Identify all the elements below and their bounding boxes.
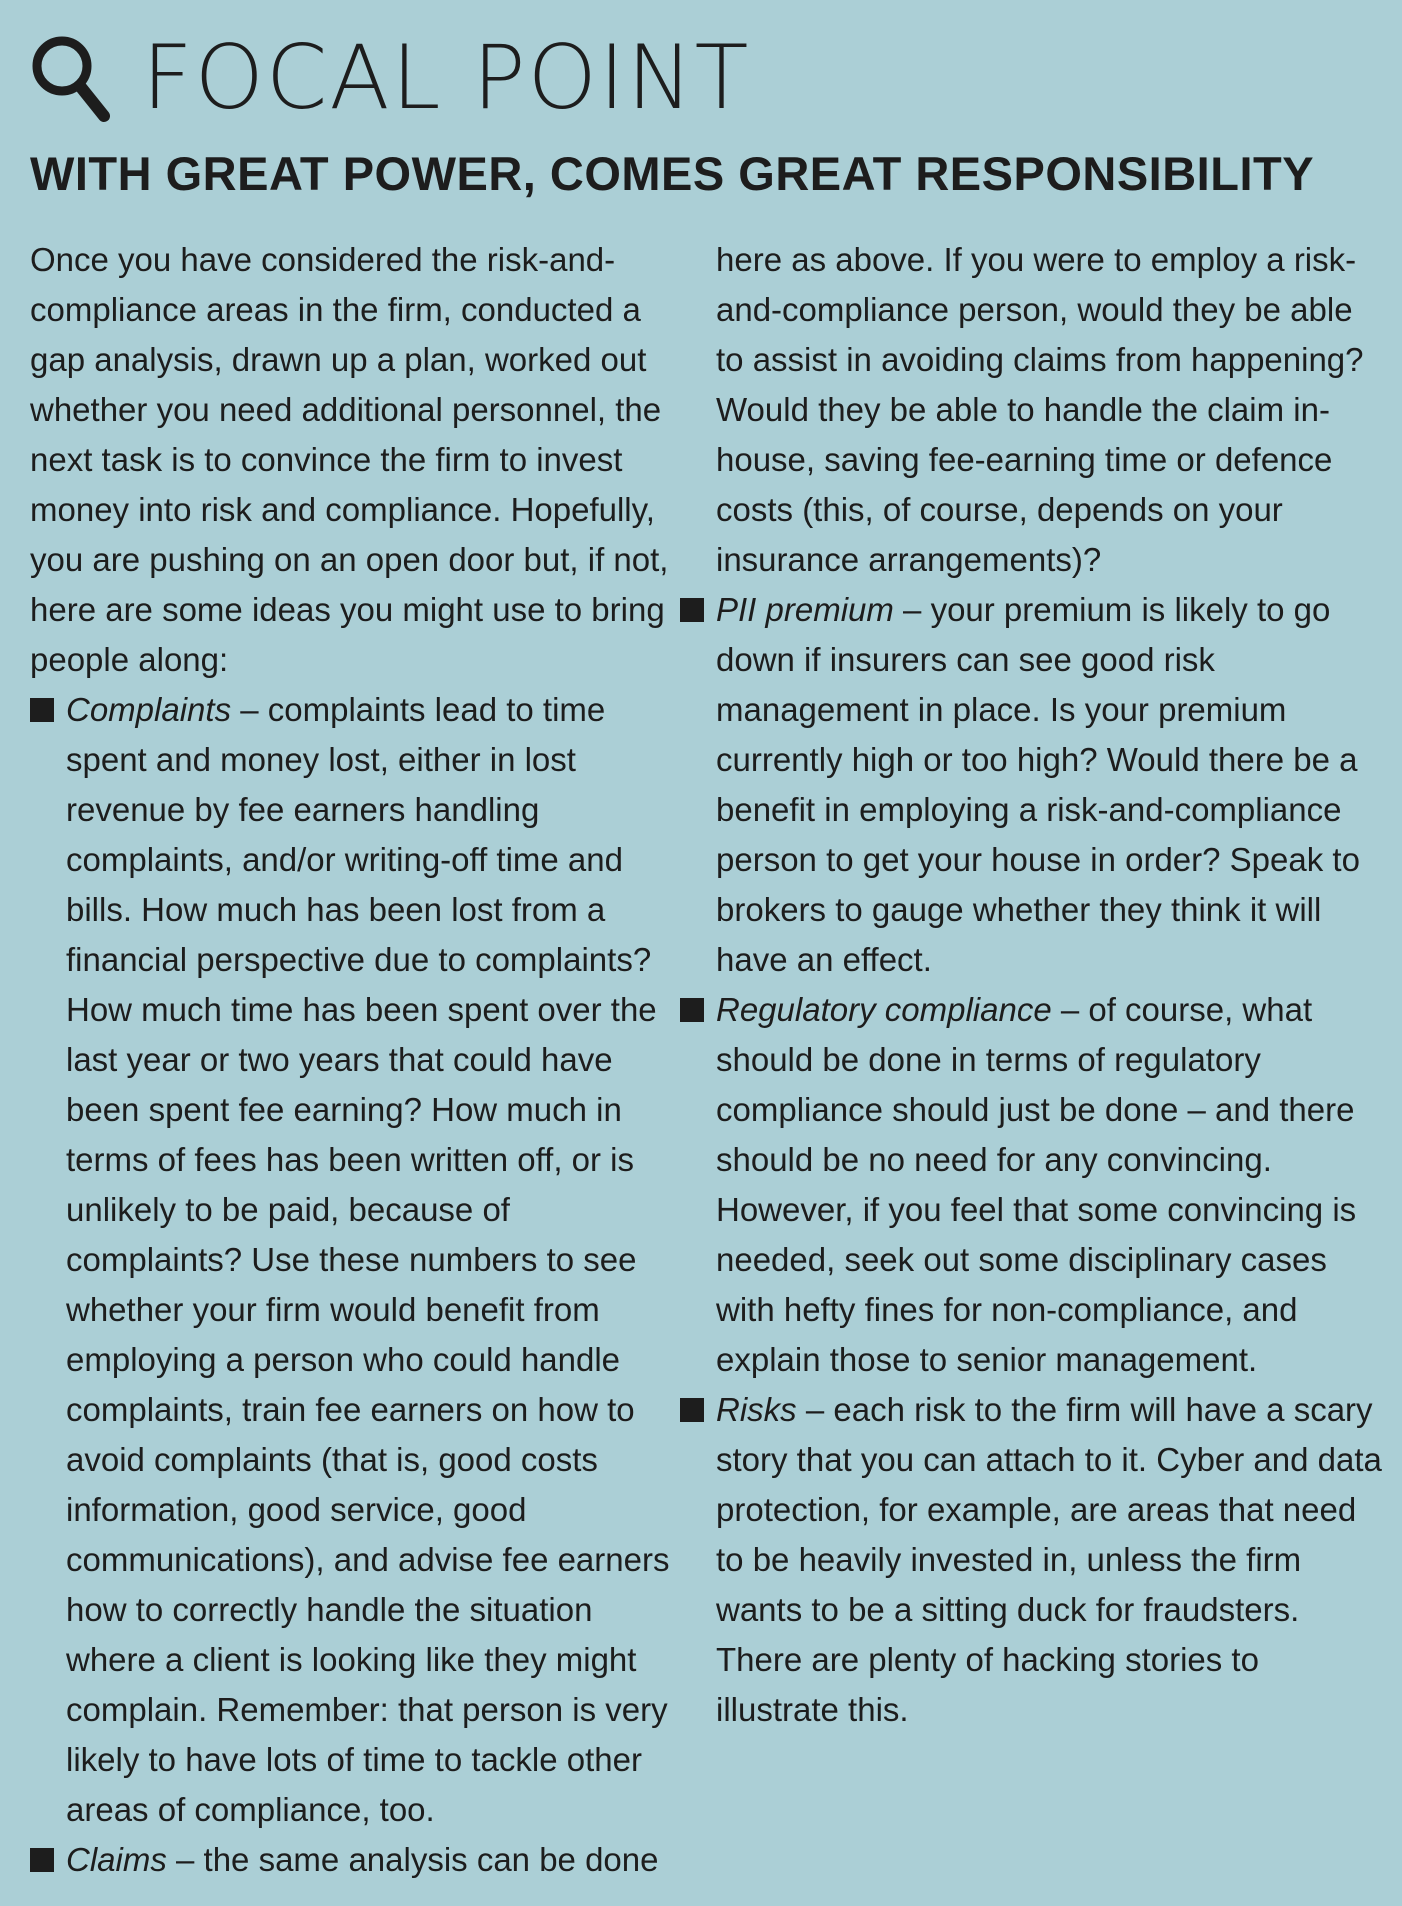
bullet-term: PII premium <box>716 591 894 628</box>
intro-paragraph <box>30 235 680 685</box>
continuation-text: here as above. If you were to employ a risk-and-compliance person, would they be able to assist in avoiding claims from happening? Would they be able to handle the claim in-house, saving fee-earning time or defence costs (this, of course, depends on your insurance arrangements)? <box>716 241 1364 578</box>
bullet-term: Regulatory compliance <box>716 991 1052 1028</box>
article-headline: WITH GREAT POWER, COMES GREAT RESPONSIBILITY <box>30 147 1315 200</box>
section-title: FOCAL POINT <box>142 26 751 129</box>
bullet-pii-premium <box>716 585 1386 985</box>
article-column-right <box>716 235 1386 1735</box>
claims-continuation <box>716 235 1386 585</box>
magnifying-glass-icon <box>30 32 110 124</box>
bullet-complaints <box>30 685 680 1835</box>
bullet-square-icon <box>30 698 54 722</box>
bullet-regulatory-compliance <box>716 985 1386 1385</box>
bullet-claims <box>30 1835 680 1885</box>
article-column-left <box>30 235 680 1885</box>
bullet-text: – of course, what should be done in terms of regulatory compliance should just be done – and there should be no need for any convincing. However, if you feel that some convincing is needed, seek out some disciplinary cases with hefty fines for non-compliance, and explain those to senior management. <box>716 991 1357 1378</box>
bullet-text: – complaints lead to time spent and money lost, either in lost revenue by fee earners handling complaints, and/or writing-off time and bills. How much has been lost from a financial perspective due to complaints? How much time has been spent over the last year or two years that could have been spent fee earning? How much in terms of fees has been written off, or is unlikely to be paid, because of complaints? Use these numbers to see whether your firm would benefit from employing a person who could handle complaints, train fee earners on how to avoid complaints (that is, good costs information, good service, good communications), and advise fee earners how to correctly handle the situation where a client is looking like they might complain. Remember: that person is very likely to have lots of time to tackle other areas of compliance, too. <box>66 691 670 1828</box>
bullet-term: Complaints <box>66 691 232 728</box>
bullet-term: Risks <box>716 1391 797 1428</box>
bullet-term: Claims <box>66 1841 167 1878</box>
header <box>30 28 750 128</box>
intro-text: Once you have considered the risk-and-compliance areas in the firm, conducted a gap analysis, drawn up a plan, worked out whether you need additional personnel, the next task is to convince the firm to invest money into risk and compliance. Hopefully, you are pushing on an open door but, if not, here are some ideas you might use to bring people along: <box>30 241 669 678</box>
bullet-text: – each risk to the firm will have a scary story that you can attach to it. Cyber and data protection, for example, are areas that need to be heavily invested in, unless the firm wants to be a sitting duck for fraudsters. There are plenty of hacking stories to illustrate this. <box>716 1391 1382 1728</box>
bullet-square-icon <box>680 998 704 1022</box>
bullet-square-icon <box>30 1848 54 1872</box>
bullet-square-icon <box>680 1398 704 1422</box>
bullet-text: – your premium is likely to go down if insurers can see good risk management in place. Is your premium currently high or too high? Would there be a benefit in employing a risk-and-compliance person to get your house in order? Speak to brokers to gauge whether they think it will have an effect. <box>716 591 1360 978</box>
bullet-square-icon <box>680 598 704 622</box>
bullet-risks <box>716 1385 1386 1735</box>
bullet-text: – the same analysis can be done <box>166 1841 659 1878</box>
